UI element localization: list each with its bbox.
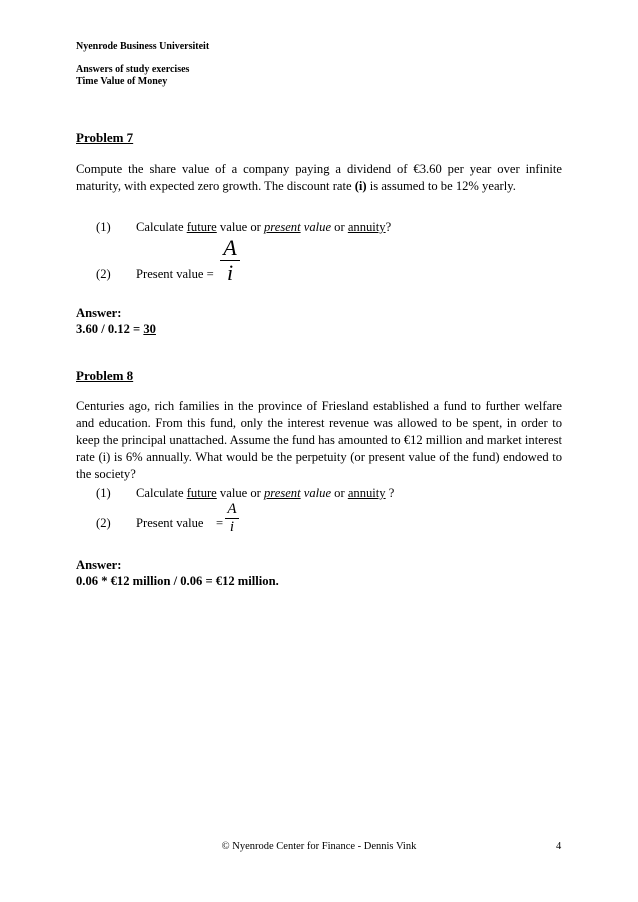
rate-symbol: (i)	[354, 179, 367, 193]
formula-denominator: i	[226, 260, 234, 285]
step1-annuity: annuity	[347, 220, 386, 234]
problem-8-text: Centuries ago, rich families in the province of Friesland established a fund to further welfare and education. From this fund, only the interest revenue was allowed to be spent, in order to keep the principal unattached. Assume the fund has amounted to €12 million and market interest rate (i) is 6% annually. What would be the perpetuity (or present value of the fund) endowed to the society?	[76, 399, 562, 481]
problem-7-title: Problem 7	[76, 130, 134, 145]
step1-value: value	[300, 220, 332, 234]
problem-8-step2-label: Present value	[136, 516, 204, 530]
problem-7-step1-text	[136, 220, 391, 235]
problem-8-step1-text	[136, 486, 394, 501]
step1-annuity: annuity	[347, 486, 386, 500]
problem-8-step1-number: (1)	[96, 486, 111, 500]
problem-7-answer-label: Answer:	[76, 306, 122, 320]
step1-future: future	[186, 486, 217, 500]
answer-expression: 3.60 / 0.12 =	[76, 322, 144, 336]
problem-7-answer	[76, 321, 156, 337]
step1-or: or	[331, 486, 348, 500]
problem-7-formula	[220, 236, 240, 285]
problem-8-step2-number: (2)	[96, 516, 111, 530]
problem-7-text	[76, 161, 562, 195]
step1-present: present	[264, 220, 301, 234]
institution-name: Nyenrode Business Universiteit	[76, 41, 210, 52]
problem-8-equals-sign: =	[216, 516, 224, 530]
problem-7-text-b: is assumed to be 12% yearly.	[366, 179, 516, 193]
step1-prefix: Calculate	[136, 486, 187, 500]
problem-7-step1-number: (1)	[96, 220, 111, 234]
step1-mid: value or	[216, 486, 264, 500]
problem-7-step2-number: (2)	[96, 267, 111, 281]
problem-8-answer-label: Answer:	[76, 558, 122, 572]
footer-credit: © Nyenrode Center for Finance - Dennis Vink	[221, 841, 417, 852]
step1-end: ?	[385, 486, 395, 500]
formula-numerator: A	[227, 501, 237, 517]
step1-end: ?	[385, 220, 392, 234]
formula-numerator: A	[223, 235, 237, 260]
page-number: 4	[556, 841, 562, 852]
problem-7-text-a: Compute the share value of a company paying a dividend of €3.60 per year over infinite maturity, with expected zero growth. The discount rate	[76, 162, 562, 193]
step1-future: future	[186, 220, 217, 234]
step1-prefix: Calculate	[136, 220, 187, 234]
step1-or: or	[331, 220, 348, 234]
step1-present: present	[264, 486, 301, 500]
formula-denominator: i	[229, 519, 235, 535]
document-title-line1: Answers of study exercises	[76, 64, 190, 75]
problem-8-formula	[225, 501, 239, 536]
problem-8-title: Problem 8	[76, 368, 134, 383]
step1-mid: value or	[216, 220, 264, 234]
document-title-line2: Time Value of Money	[76, 76, 168, 87]
step1-value: value	[300, 486, 332, 500]
answer-value: 30	[143, 322, 156, 336]
problem-7-step2-label: Present value =	[136, 267, 214, 281]
problem-8-answer: 0.06 * €12 million / 0.06 = €12 million.	[76, 574, 279, 588]
